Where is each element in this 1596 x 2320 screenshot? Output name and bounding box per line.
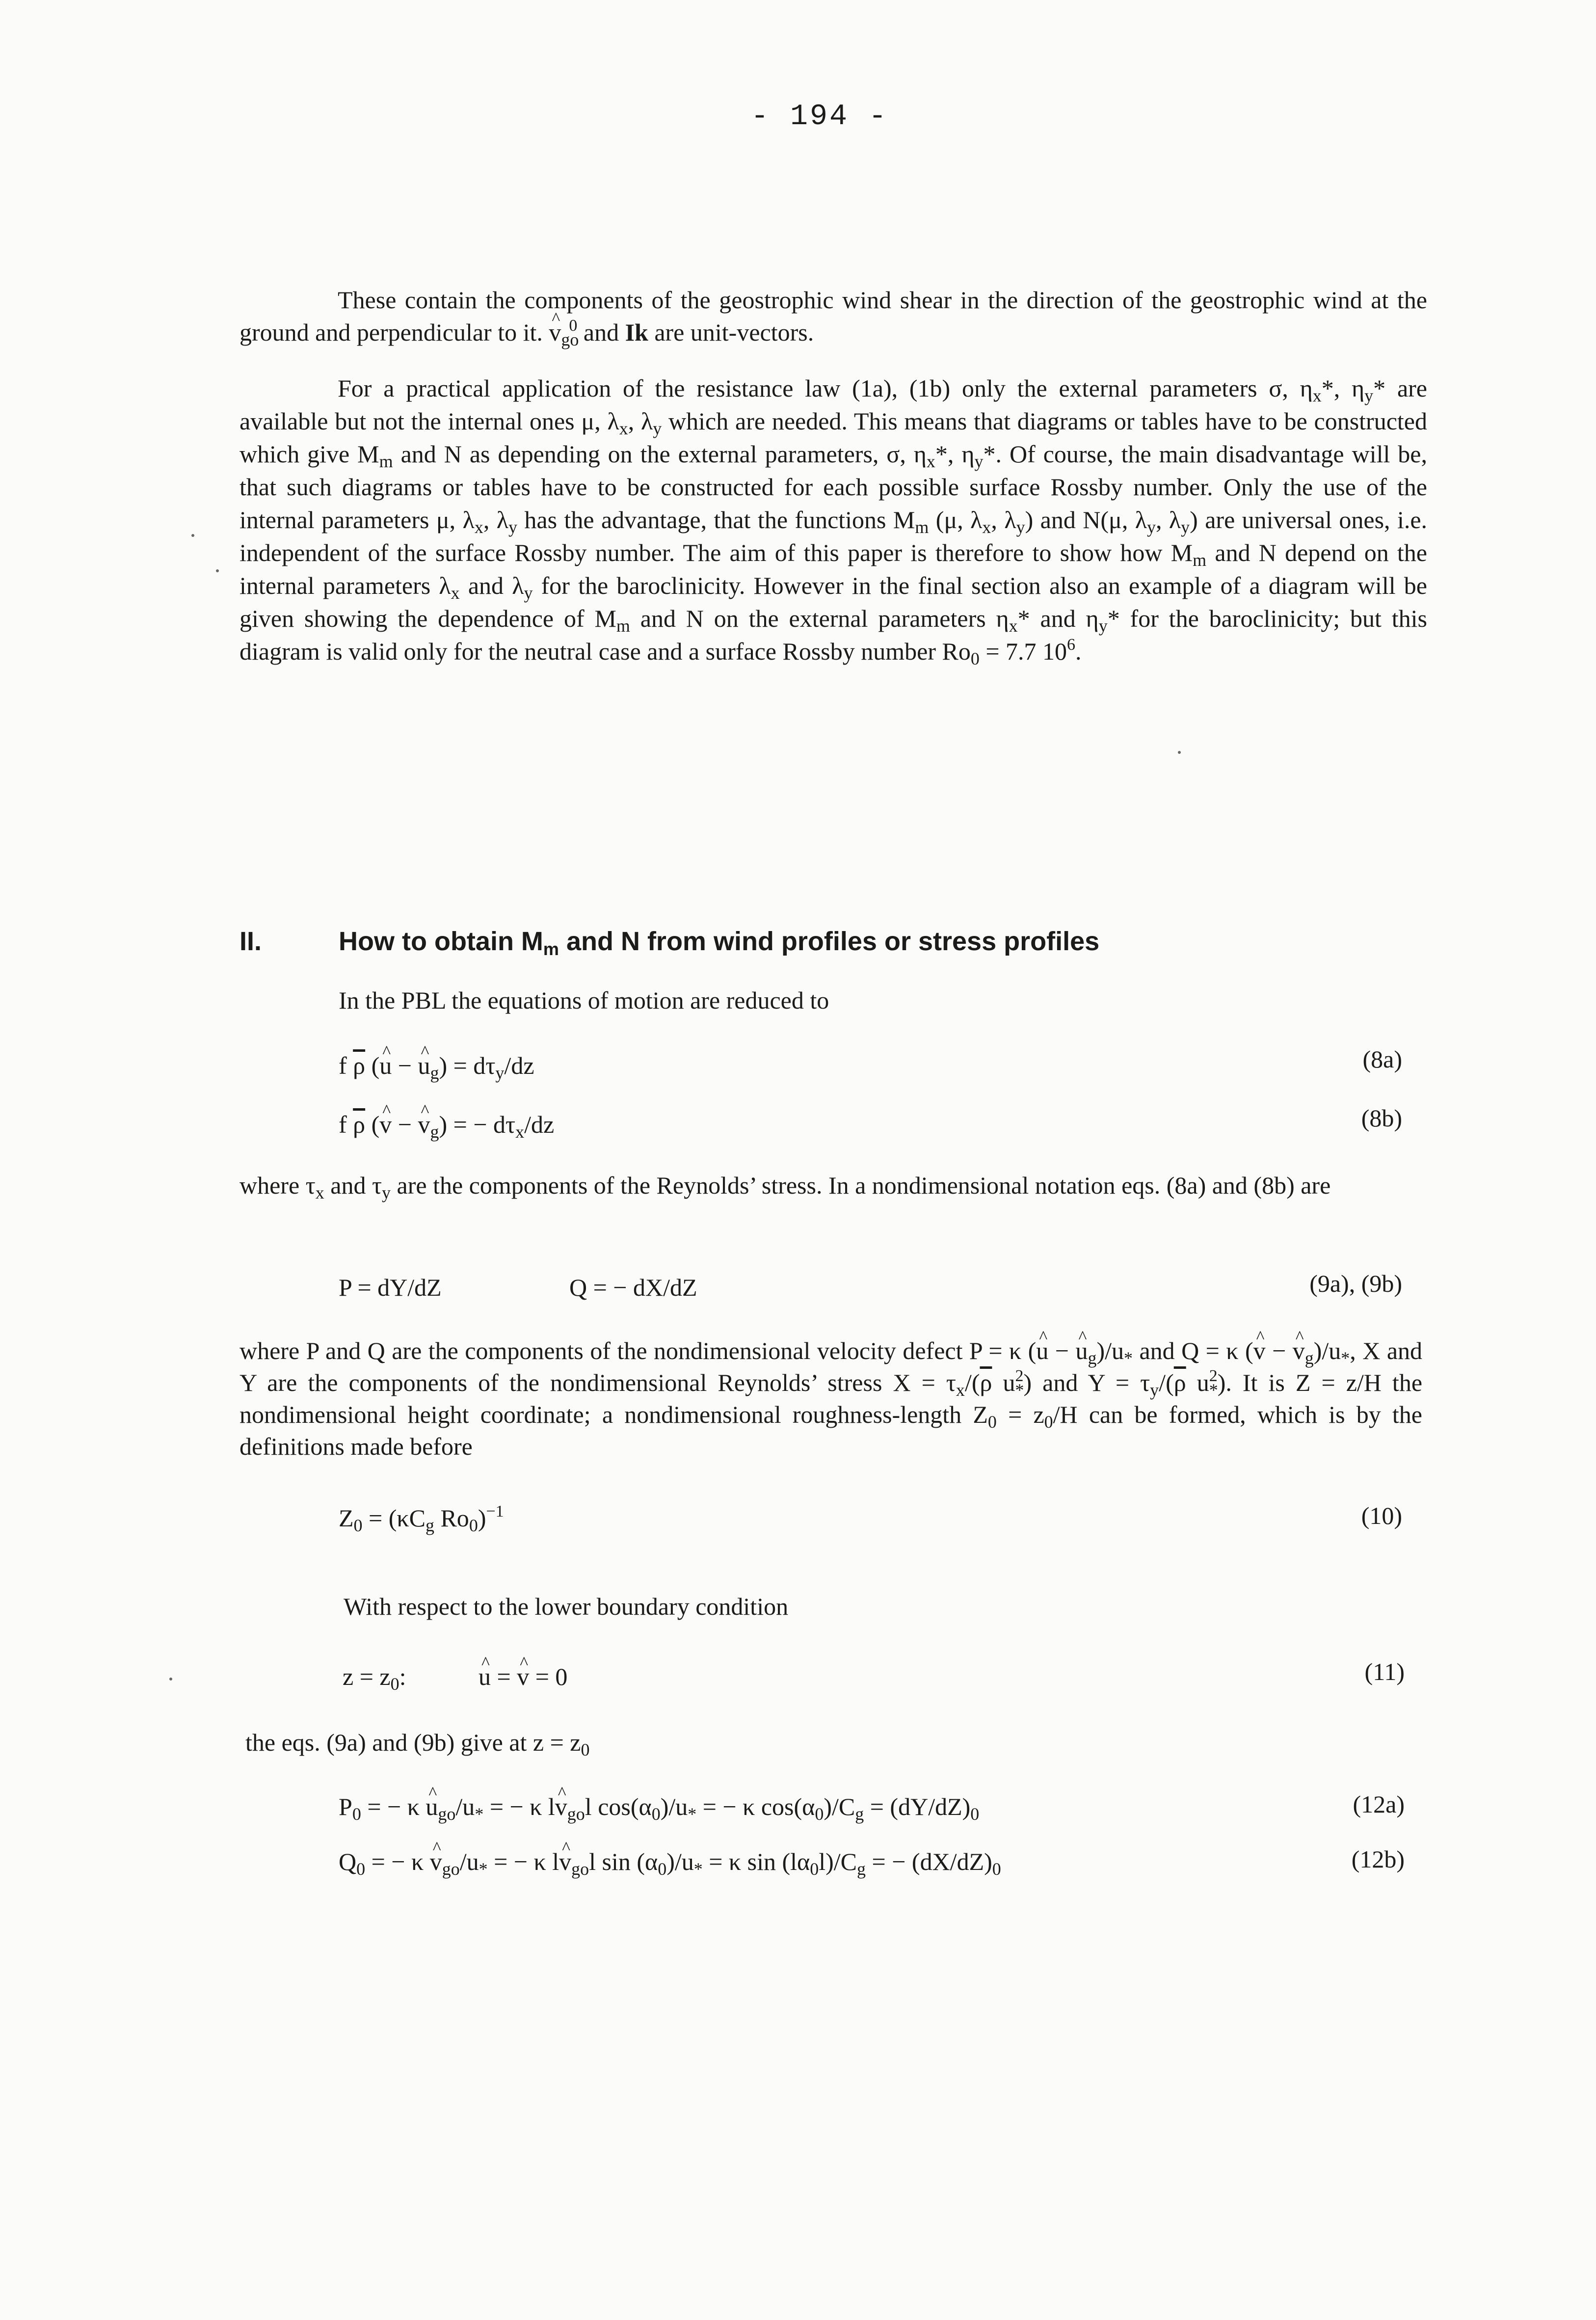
text-lower-boundary: With respect to the lower boundary condition <box>344 1593 789 1620</box>
equation-9a: P = dY/dZ <box>339 1274 442 1301</box>
scan-speck <box>216 569 219 572</box>
equation-number-12a: (12a) <box>1353 1790 1405 1818</box>
equation-8a: f $\overline{\rho}$ (^ u − ^ $u_g) = d\tau_y/dz$ <box>339 1049 534 1082</box>
scan-speck <box>169 1678 172 1680</box>
section-title: How to obtain $M_m$ and N from wind profiles or stress profiles <box>339 927 1100 959</box>
text-pbl-intro: In the PBL the equations of motion are reduced to <box>339 987 829 1014</box>
equation-number-8b: (8b) <box>1361 1104 1402 1132</box>
section-number: II. <box>239 927 262 956</box>
paragraph-resistance-law: For a practical application of the resistance law (1a), (1b) only the external parameters σ, $\eta_x*$, $\eta_y*$ are available but not the internal ones μ, $\lambda_x$, $\lambda_y$ which are needed. This means that diagrams or tables have to be constructed which give $M_m$ and N as depending on the external parameters, σ, $\eta_x*$, $\eta_y*$. Of course, the main disadvantage will be, that such diagrams or tables have to be constructed for each possible surface Rossby number. Only the use of the internal parameters μ, $\lambda_x$, $\lambda_y$ has the advantage, that the functions $M_m$ (μ, $\lambda_x$, $\lambda_y$) and N(μ, $\lambda_y$, $\lambda_y$) are universal ones, i.e. independent of the surface Rossby number. The aim of this paper is therefore to show how $M_m$ and N depend on the internal parameters $\lambda_x$ and $\lambda_y$ for the baroclinicity. However in the final section also an example of a diagram will be given showing the dependence of $M_m$ and N on the external parameters $\eta_x*$ and $\eta_y*$ for the baroclinicity; but this diagram is valid only for the neutral case and a surface Rossby number $Ro_0 = 7.7$ $10^6$. <box>239 374 1428 668</box>
equation-8b: f $\overline{\rho}$ (^ v − ^ $v_g$) = − $d\tau_x/dz$ <box>339 1108 554 1141</box>
paragraph-nondimensional: where P and Q are the components of the nondimensional velocity defect P = κ (^ u − ^ $u_g)/u_*$ and Q = κ (^ v − ^ $v_g)/u_*$, X and Y are the components of the nondimensional Reynolds’ stress $X = \tau_x/(\overline{\rho}$ $u_*^2$) and $Y = \tau_y/(\overline{\rho}$ $u_*^2$). It is Z = z/H the nondimensional height coordinate; a nondimensional roughness-length $Z_0 = z_0/H$ can be formed, which is by the definitions made before <box>239 1335 1422 1463</box>
paragraph-reynolds: where $\tau_x$ and $\tau_y$ are the components of the Reynolds’ stress. In a nondimensional notation eqs. (8a) and (8b) are <box>239 1172 1331 1202</box>
equation-12b: $Q_0$ = − κ ^ $v_{go}/u_*$ = − κ l^ $v_{go}l$ $\sin (\alpha_0)/u_* = \kappa$ $\sin (l\alpha_0l)/C_g$ = − $(dX/dZ)_0$ <box>339 1845 1001 1878</box>
equation-12a: $P_0$ = − κ ^ $u_{go}/u_*$ = − κ l^ $v_{go}l$ $\cos(\alpha_0)/u_*$ = − κ $\cos(\alpha_0)/C_g = (dY/dZ)_0$ <box>339 1790 979 1823</box>
paragraph-intro: These contain the components of the geostrophic wind shear in the direction of the geostrophic wind at the ground and perpendicular to it. ^ $v_{go}^0$ and Ik are unit-vectors. <box>239 284 1427 348</box>
equation-number-10: (10) <box>1361 1502 1402 1529</box>
text-eqs-9-give: the eqs. (9a) and (9b) give at $z = z_0$ <box>245 1729 590 1760</box>
equation-11-condition: $z = z_0$: <box>343 1663 406 1694</box>
equation-number-11: (11) <box>1364 1658 1405 1685</box>
equation-11: ^ u = ^ v = 0 <box>479 1660 567 1693</box>
equation-number-8a: (8a) <box>1362 1045 1402 1073</box>
equation-9b: Q = − dX/dZ <box>569 1274 697 1301</box>
equation-10: $Z_0 = (\kappa C_g$ $Ro_0)^{-1}$ <box>339 1502 504 1535</box>
equation-number-9: (9a), (9b) <box>1309 1270 1402 1297</box>
page-number: - 194 - <box>751 100 889 133</box>
scan-speck <box>1178 751 1181 754</box>
equation-number-12b: (12b) <box>1351 1845 1405 1873</box>
scan-speck <box>191 534 194 537</box>
